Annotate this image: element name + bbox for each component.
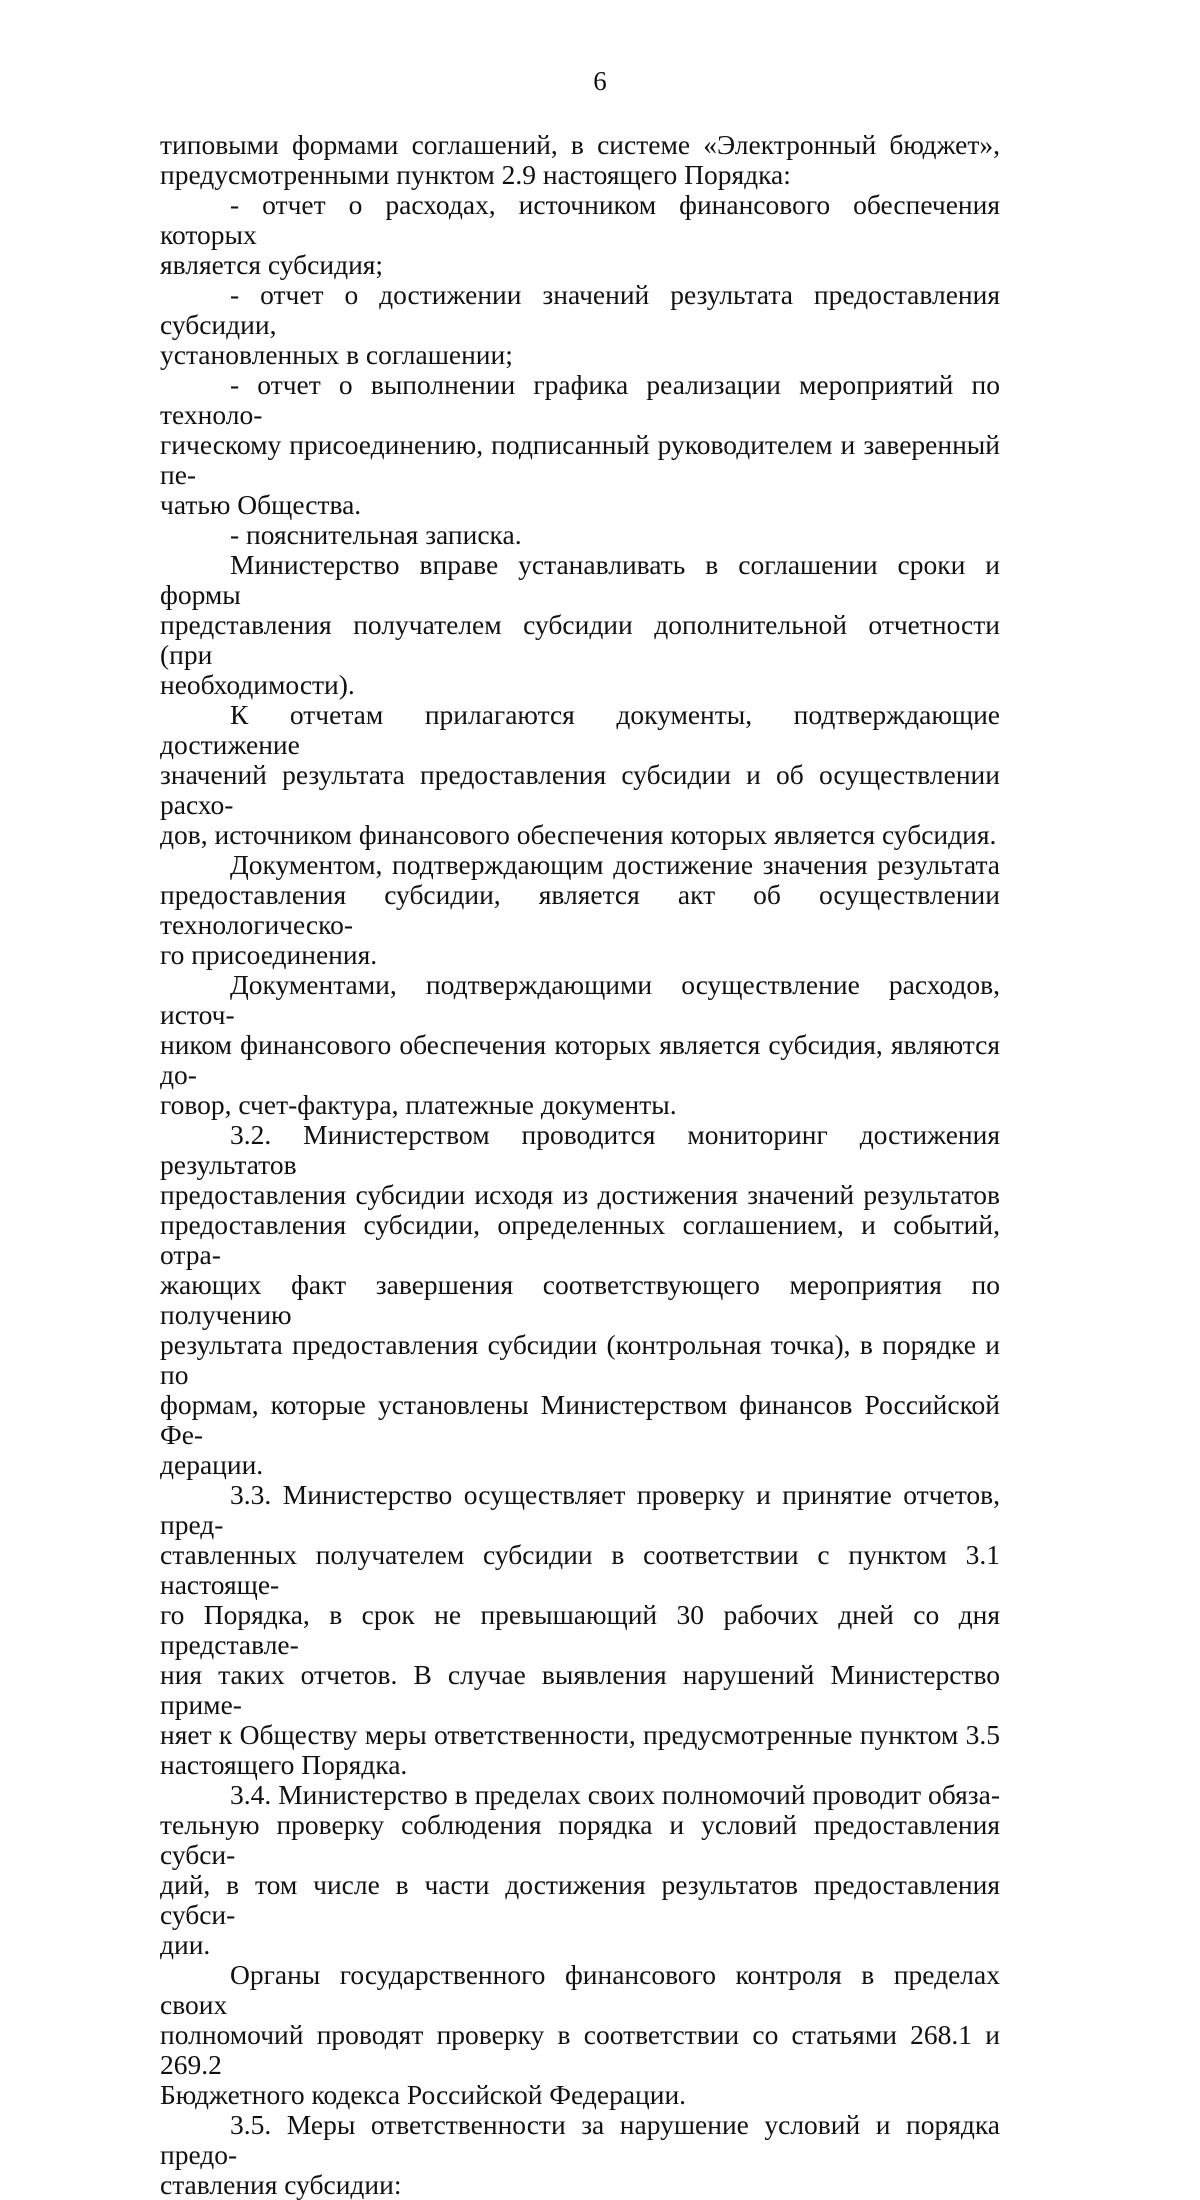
paragraph bbox=[160, 1780, 1000, 1960]
paragraph bbox=[160, 1960, 1000, 2110]
text-line: жающих факт завершения соответствующего мероприятия по получению bbox=[160, 1269, 1000, 1330]
paragraph bbox=[160, 280, 1000, 370]
text-line: гическому присоединению, подписанный руководителем и заверенный пе- bbox=[160, 429, 1000, 490]
document-body bbox=[160, 130, 1000, 2200]
text-line: дов, источником финансового обеспечения которых является субсидия. bbox=[160, 819, 997, 850]
text-line: К отчетам прилагаются документы, подтверждающие достижение bbox=[160, 699, 1000, 760]
text-line: Документом, подтверждающим достижение значения результата bbox=[230, 849, 1000, 880]
text-line: типовыми формами соглашений, в системе «Электронный бюджет», bbox=[160, 129, 1000, 160]
text-line: представления получателем субсидии дополнительной отчетности (при bbox=[160, 609, 1000, 670]
paragraph bbox=[160, 970, 1000, 1120]
text-line: 3.5. Меры ответственности за нарушение условий и порядка предо- bbox=[160, 2109, 1000, 2170]
text-line: ния таких отчетов. В случае выявления нарушений Министерство приме- bbox=[160, 1659, 1000, 1720]
text-line: формам, которые установлены Министерством финансов Российской Фе- bbox=[160, 1389, 1000, 1450]
paragraph bbox=[160, 190, 1000, 280]
text-line: ником финансового обеспечения которых является субсидия, являются до- bbox=[160, 1029, 1000, 1090]
text-line: го Порядка, в срок не превышающий 30 рабочих дней со дня представле- bbox=[160, 1599, 1000, 1660]
text-line: ставленных получателем субсидии в соответствии с пунктом 3.1 настояще- bbox=[160, 1539, 1000, 1600]
text-line: дий, в том числе в части достижения результатов предоставления субси- bbox=[160, 1869, 1000, 1930]
paragraph bbox=[160, 550, 1000, 700]
text-line: - пояснительная записка. bbox=[230, 519, 522, 550]
text-line: предоставления субсидии, определенных соглашением, и событий, отра- bbox=[160, 1209, 1000, 1270]
paragraph bbox=[160, 1480, 1000, 1780]
text-line: Органы государственного финансового контроля в пределах своих bbox=[160, 1959, 1000, 2020]
paragraph bbox=[160, 850, 1000, 970]
text-line: говор, счет-фактура, платежные документы. bbox=[160, 1089, 677, 1120]
text-line: установленных в соглашении; bbox=[160, 339, 513, 370]
text-line: необходимости). bbox=[160, 669, 355, 700]
text-line: тельную проверку соблюдения порядка и условий предоставления субси- bbox=[160, 1809, 1000, 1870]
paragraph bbox=[160, 1120, 1000, 1480]
text-line: Министерство вправе устанавливать в соглашении сроки и формы bbox=[160, 549, 1000, 610]
paragraph bbox=[160, 370, 1000, 520]
text-line: ставления субсидии: bbox=[160, 2169, 402, 2200]
text-line: чатью Общества. bbox=[160, 489, 362, 520]
text-line: - отчет о достижении значений результата предоставления субсидии, bbox=[160, 279, 1000, 340]
paragraph bbox=[160, 2110, 1000, 2200]
text-line: полномочий проводят проверку в соответствии со статьями 268.1 и 269.2 bbox=[160, 2019, 1000, 2080]
paragraph bbox=[160, 520, 1000, 550]
text-line: Бюджетного кодекса Российской Федерации. bbox=[160, 2079, 687, 2110]
text-line: 3.3. Министерство осуществляет проверку и принятие отчетов, пред- bbox=[160, 1479, 1000, 1540]
text-line: го присоединения. bbox=[160, 939, 378, 970]
text-line: значений результата предоставления субсидии и об осуществлении расхо- bbox=[160, 759, 1000, 820]
text-line: 3.4. Министерство в пределах своих полномочий проводит обяза- bbox=[230, 1779, 1000, 1810]
text-line: предоставления субсидии исходя из достижения значений результатов bbox=[160, 1179, 1000, 1210]
text-line: 3.2. Министерством проводится мониторинг достижения результатов bbox=[160, 1119, 1000, 1180]
text-line: - отчет о выполнении графика реализации мероприятий по техноло- bbox=[160, 369, 1000, 430]
text-line: предоставления субсидии, является акт об осуществлении технологическо- bbox=[160, 879, 1000, 940]
text-line: - отчет о расходах, источником финансового обеспечения которых bbox=[160, 189, 1000, 250]
paragraph bbox=[160, 700, 1000, 850]
text-line: предусмотренными пунктом 2.9 настоящего Порядка: bbox=[160, 159, 791, 190]
text-line: результата предоставления субсидии (контрольная точка), в порядке и по bbox=[160, 1329, 1000, 1390]
page-number: 6 bbox=[593, 66, 607, 96]
paragraph bbox=[160, 130, 1000, 190]
text-line: настоящего Порядка. bbox=[160, 1749, 408, 1780]
text-line: является субсидия; bbox=[160, 249, 384, 280]
text-line: няет к Обществу меры ответственности, предусмотренные пунктом 3.5 bbox=[160, 1719, 1000, 1750]
text-line: дерации. bbox=[160, 1449, 264, 1480]
text-line: Документами, подтверждающими осуществление расходов, источ- bbox=[160, 969, 1000, 1030]
text-line: дии. bbox=[160, 1929, 211, 1960]
